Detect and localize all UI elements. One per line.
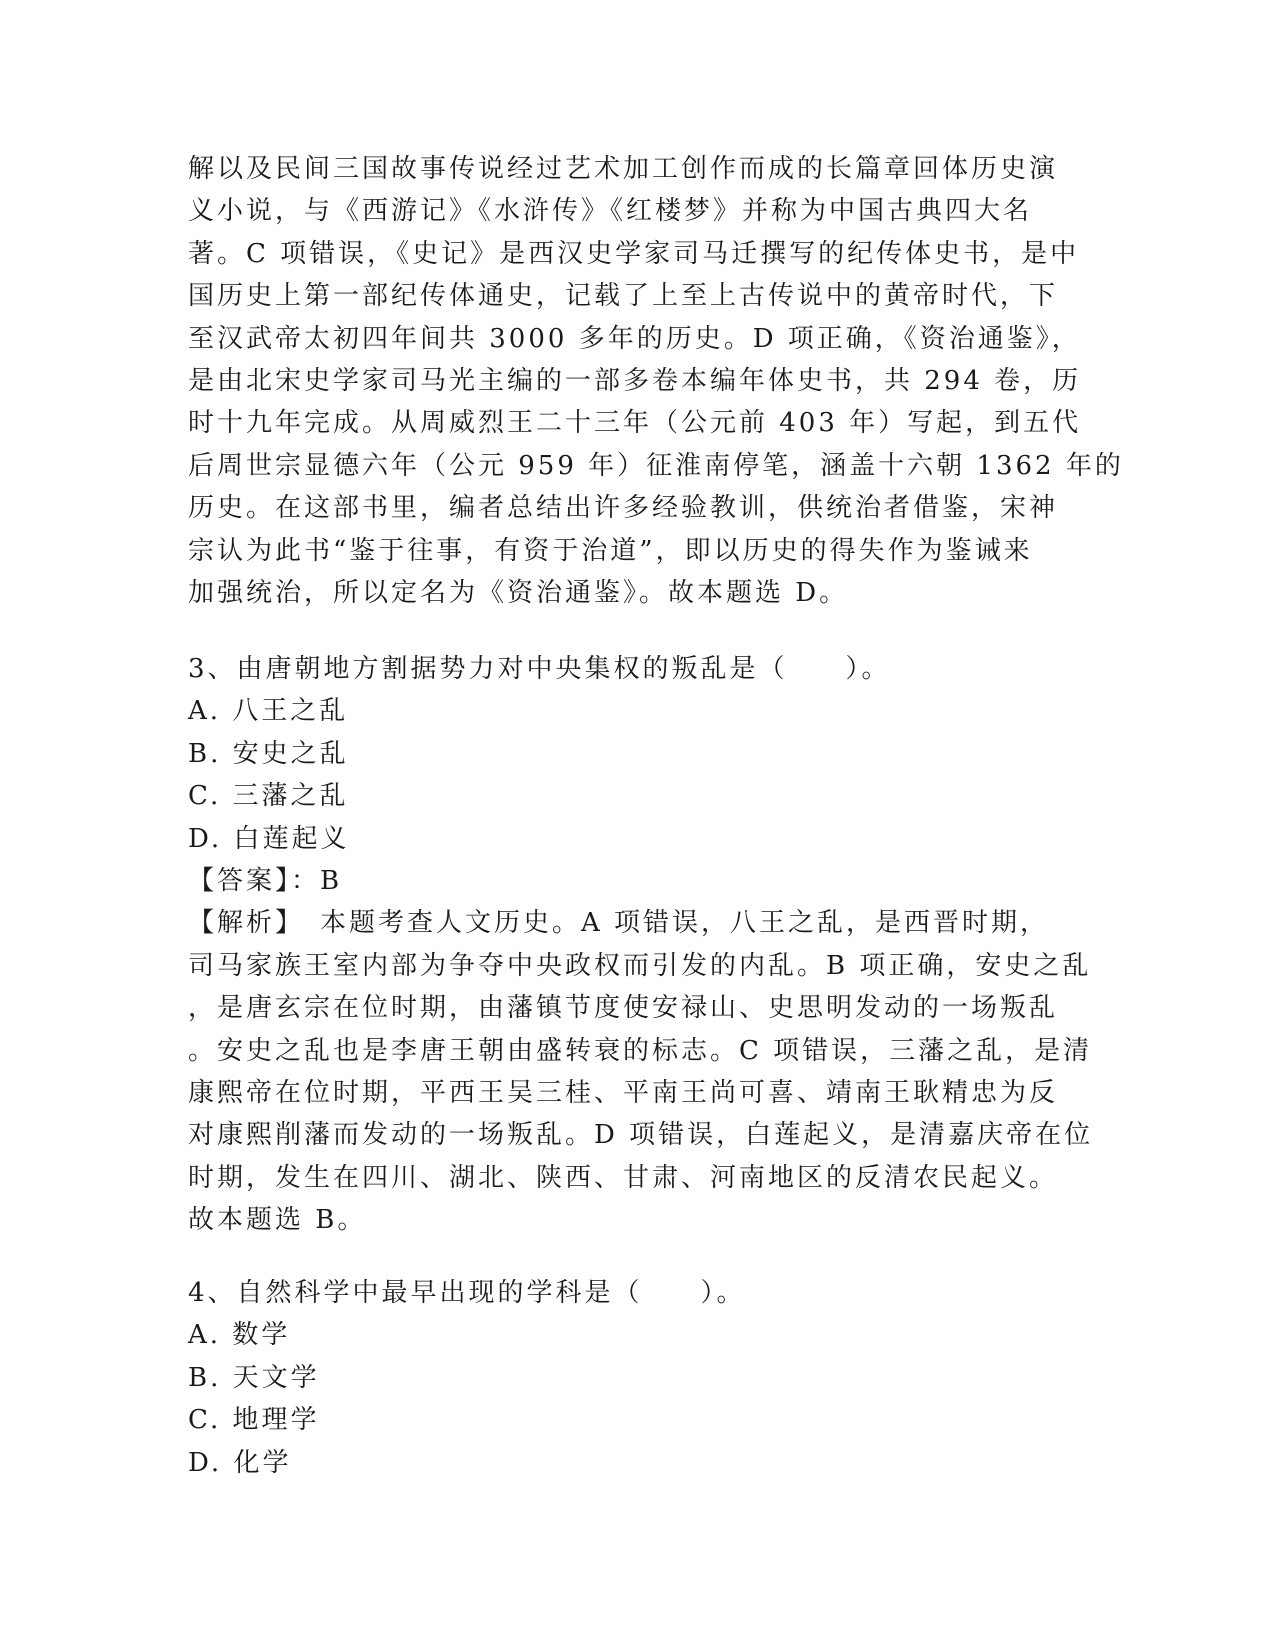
text-line: 是由北宋史学家司马光主编的一部多卷本编年体史书，共 294 卷，历 <box>188 366 1082 397</box>
option-c: C. 三藩之乱 <box>188 781 349 812</box>
option-d: D. 白莲起义 <box>188 823 350 854</box>
option-b: B. 安史之乱 <box>188 738 349 769</box>
analysis-line: 故本题选 B。 <box>188 1205 367 1236</box>
text-line: 宗认为此书“鉴于往事，有资于治道”，即以历史的得失作为鉴诫来 <box>188 535 1033 566</box>
question-4 <box>188 1272 1088 1484</box>
text-line: 义小说，与《西游记》《水浒传》《红楼梦》并称为中国古典四大名 <box>188 196 1033 227</box>
analysis-line: 【解析】 本题考查人文历史。A 项错误，八王之乱，是西晋时期， <box>188 908 1050 939</box>
option-c: C. 地理学 <box>188 1405 320 1436</box>
text-line: 时十九年完成。从周威烈王二十三年（公元前 403 年）写起，到五代 <box>188 408 1082 439</box>
question-text: 4、自然科学中最早出现的学科是（ ）。 <box>188 1278 746 1308</box>
analysis-line: 康熙帝在位时期，平西王吴三桂、平南王尚可喜、靖南王耿精忠为反 <box>188 1078 1059 1109</box>
text-line: 历史。在这部书里，编者总结出许多经验教训，供统治者借鉴，宋神 <box>188 493 1059 524</box>
question-3 <box>188 648 1094 1242</box>
text-line: 后周世宗显德六年（公元 959 年）征淮南停笔，涵盖十六朝 1362 年的 <box>188 450 1124 481</box>
text-line: 加强统治，所以定名为《资治通鉴》。故本题选 D。 <box>188 578 849 609</box>
text-line: 解以及民间三国故事传说经过艺术加工创作而成的长篇章回体历史演 <box>188 154 1059 184</box>
option-a: A. 数学 <box>188 1320 291 1351</box>
analysis-line: 对康熙削藩而发动的一场叛乱。D 项错误，白莲起义，是清嘉庆帝在位 <box>188 1120 1094 1151</box>
text-line: 著。C 项错误，《史记》是西汉史学家司马迁撰写的纪传体史书，是中 <box>188 238 1080 269</box>
answer: 【答案】：B <box>188 866 343 897</box>
analysis-line: ，是唐玄宗在位时期，由藩镇节度使安禄山、史思明发动的一场叛乱 <box>188 993 1059 1024</box>
analysis-line: 司马家族王室内部为争夺中央政权而引发的内乱。B 项正确，安史之乱 <box>188 950 1092 981</box>
previous-analysis-continuation <box>188 148 1124 614</box>
text-line: 至汉武帝太初四年间共 3000 多年的历史。D 项正确，《资治通鉴》， <box>188 323 1081 354</box>
option-a: A. 八王之乱 <box>188 696 349 727</box>
option-d: D. 化学 <box>188 1447 292 1478</box>
analysis-line: 。安史之乱也是李唐王朝由盛转衰的标志。C 项错误，三藩之乱，是清 <box>188 1035 1093 1066</box>
option-b: B. 天文学 <box>188 1362 320 1393</box>
text-line: 国历史上第一部纪传体通史，记载了上至上古传说中的黄帝时代，下 <box>188 281 1059 312</box>
question-text: 3、由唐朝地方割据势力对中央集权的叛乱是（ ）。 <box>188 654 891 684</box>
analysis-line: 时期，发生在四川、湖北、陕西、甘肃、河南地区的反清农民起义。 <box>188 1162 1059 1193</box>
